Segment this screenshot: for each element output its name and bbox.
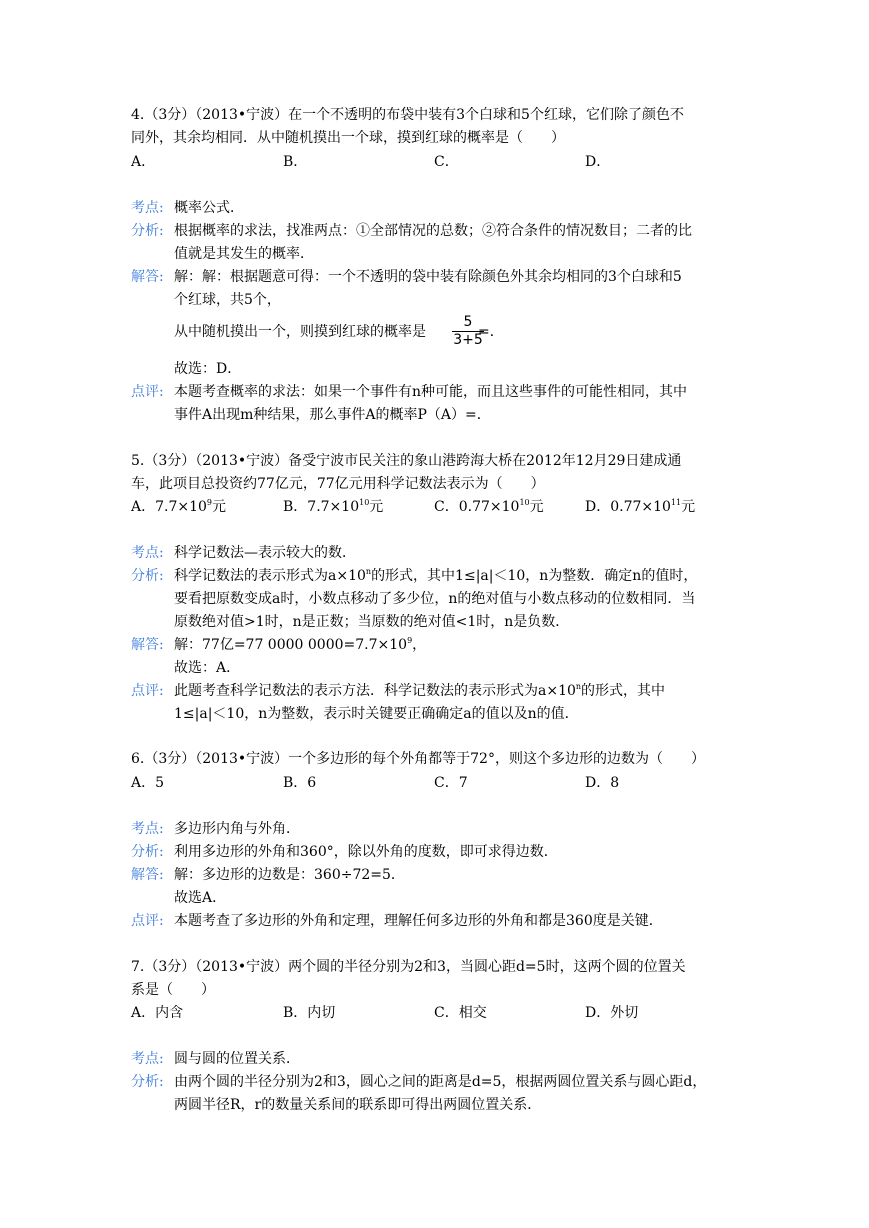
q4-kaodian: 概率公式．: [174, 200, 244, 216]
q7-stem-line2: 系是（ ）: [131, 982, 215, 998]
q6-dianping-line1: 本题考查了多边形的外角和定理，理解任何多边形的外角和都是360度是关键．: [174, 913, 663, 929]
q6-kaodian-label: 考点:: [131, 821, 164, 837]
q4-option-a: A．: [131, 154, 156, 170]
q6-jieda-line1: 解：多边形的边数是：360÷72=5．: [174, 867, 405, 883]
q4-fenxi-line2: 值就是其发生的概率．: [174, 246, 314, 262]
q6-option-c: C．7: [434, 775, 468, 791]
q7-option-c: C．相交: [434, 1005, 487, 1021]
q5-kaodian-label: 考点:: [131, 545, 164, 561]
q5-fenxi-line2: 要看把原数变成a时，小数点移动了多少位，n的绝对值与小数点移动的位数相同．当: [174, 591, 696, 607]
q7-option-d: D．外切: [585, 1005, 639, 1021]
q4-option-d: D．: [585, 154, 611, 170]
q5-stem-line2: 车，此项目总投资约77亿元，77亿元用科学记数法表示为（ ）: [131, 476, 545, 492]
q4-jieda-line1: 解：解：根据题意可得：一个不透明的袋中装有除颜色外其余均相同的3个白球和5: [174, 269, 682, 285]
q5-dianping-line2: 1≤|a|＜10，n为整数，表示时关键要正确确定a的值以及n的值．: [174, 706, 579, 722]
q5-stem-line1: 5.（3分）（2013•宁波）备受宁波市民关注的象山港跨海大桥在2012年12月29日建成通: [131, 453, 682, 469]
q7-fenxi-label: 分析:: [131, 1074, 164, 1090]
q6-kaodian: 多边形内角与外角．: [174, 821, 300, 837]
q4-jieda-label: 解答:: [131, 269, 164, 285]
q4-option-b: B．: [283, 154, 308, 170]
q5-jieda-line1: 解：77亿=77 0000 $0000=7.7\times 10^9$，: [174, 636, 427, 653]
q5-option-c: C．$0.77\times 10^{10}$元: [434, 498, 544, 515]
q4-jieda-line3: 从中随机摸出一个，则摸到红球的概率是: [174, 324, 426, 340]
q5-fenxi-line1: 科学记数法的表示形式为$a\times 10^n$的形式，其中1≤|a|＜10，n为整数．确定n的值时，: [174, 567, 698, 584]
q5-jieda-line2: 故选：A．: [174, 660, 241, 676]
q7-option-a: A．内含: [131, 1005, 184, 1021]
q4-fraction-numerator: 5: [463, 314, 473, 330]
q4-fraction-denominator: 3+5: [453, 332, 483, 348]
q5-option-d: D．$0.77\times 10^{11}$元: [585, 498, 696, 515]
q7-stem-line1: 7.（3分）（2013•宁波）两个圆的半径分别为2和3，当圆心距d=5时，这两个圆的位置关: [131, 959, 686, 975]
q7-option-b: B．内切: [283, 1005, 336, 1021]
q5-jieda-label: 解答:: [131, 637, 164, 653]
q5-option-b: B．$7.7\times 10^{10}$元: [283, 498, 384, 515]
q4-kaodian-label: 考点:: [131, 200, 164, 216]
q4-jieda-line2: 个红球，共5个，: [174, 292, 281, 308]
q6-jieda-line2: 故选A．: [174, 890, 227, 906]
q7-kaodian-label: 考点:: [131, 1051, 164, 1067]
q5-option-a: A．$7.7\times 10^9$元: [131, 498, 227, 515]
q6-fenxi-label: 分析:: [131, 844, 164, 860]
q5-dianping-line1: 此题考查科学记数法的表示方法．科学记数法的表示形式为$a\times 10^n$的形式，其中: [174, 682, 666, 699]
q7-fenxi-line2: 两圆半径R，r的数量关系间的联系即可得出两圆位置关系．: [174, 1097, 542, 1113]
q4-fenxi-label: 分析:: [131, 223, 164, 239]
q6-option-d: D．8: [585, 775, 620, 791]
q4-jieda-line3-tail: =．: [478, 324, 504, 340]
q6-option-a: A．5: [131, 775, 165, 791]
q4-stem-line2: 同外，其余均相同．从中随机摸出一个球，摸到红球的概率是（ ）: [131, 130, 565, 146]
q5-fenxi-line3: 原数绝对值>1时，n是正数；当原数的绝对值<1时，n是负数．: [174, 614, 570, 630]
q4-dianping-line1: 本题考查概率的求法：如果一个事件有n种可能，而且这些事件的可能性相同，其中: [174, 384, 688, 400]
q4-dianping-label: 点评:: [131, 384, 164, 400]
q6-stem-line1: 6.（3分）（2013•宁波）一个多边形的每个外角都等于72°，则这个多边形的边数为（ ）: [131, 751, 705, 767]
q4-jieda-line4: 故选：D．: [174, 361, 242, 377]
q4-option-c: C．: [434, 154, 459, 170]
q6-fenxi-line1: 利用多边形的外角和360°，除以外角的度数，即可求得边数．: [174, 844, 558, 860]
q7-kaodian: 圆与圆的位置关系．: [174, 1051, 300, 1067]
q5-kaodian: 科学记数法—表示较大的数．: [174, 545, 356, 561]
q4-dianping-line2: 事件A出现m种结果，那么事件A的概率P（A）=．: [174, 407, 491, 423]
q5-fenxi-label: 分析:: [131, 568, 164, 584]
q6-option-b: B．6: [283, 775, 317, 791]
q4-stem-line1: 4.（3分）（2013•宁波）在一个不透明的布袋中装有3个白球和5个红球，它们除了颜色不: [131, 107, 684, 123]
q5-dianping-label: 点评:: [131, 683, 164, 699]
q4-fenxi-line1: 根据概率的求法，找准两点：①全部情况的总数；②符合条件的情况数目；二者的比: [174, 223, 692, 239]
q6-jieda-label: 解答:: [131, 867, 164, 883]
q6-dianping-label: 点评:: [131, 913, 164, 929]
q7-fenxi-line1: 由两个圆的半径分别为2和3，圆心之间的距离是d=5，根据两圆位置关系与圆心距d，: [174, 1074, 707, 1090]
